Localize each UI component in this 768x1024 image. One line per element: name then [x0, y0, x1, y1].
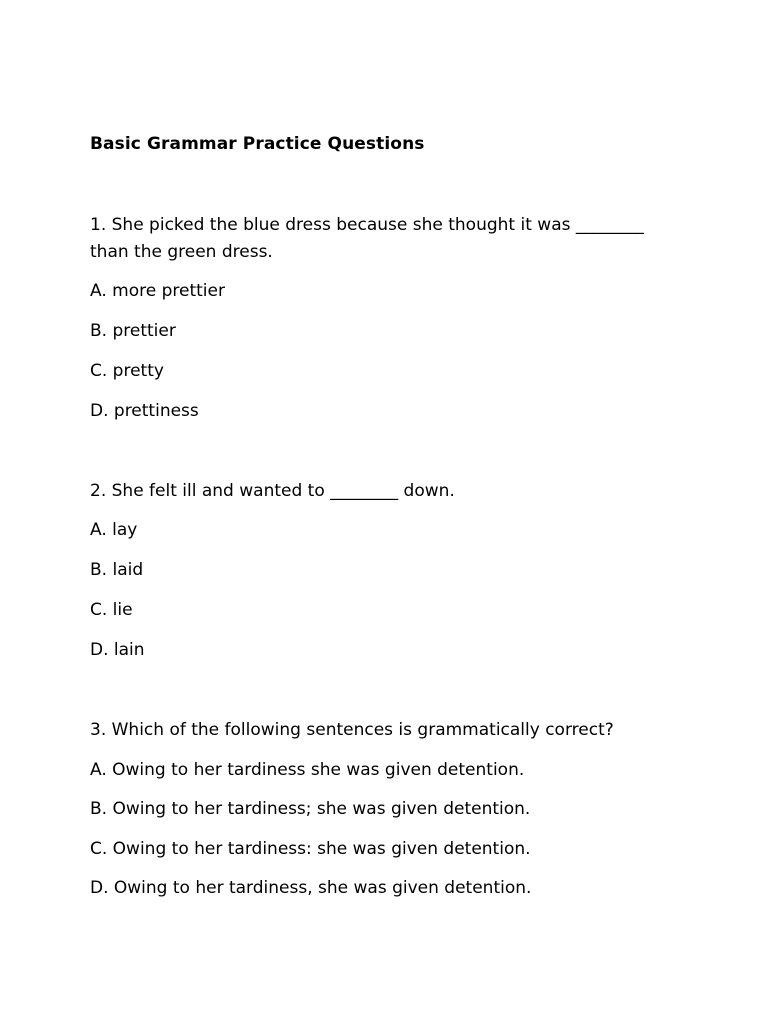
question-3-option-c: C. Owing to her tardiness: she was given detention. [90, 839, 531, 859]
question-1-prompt: 1. She picked the blue dress because she thought it was ________ [90, 215, 644, 235]
question-2-option-c: C. lie [90, 600, 133, 620]
question-2-option-a: A. lay [90, 520, 138, 540]
question-1-option-c: C. pretty [90, 361, 164, 381]
question-3-prompt: 3. Which of the following sentences is grammatically correct? [90, 720, 614, 740]
question-3-option-d: D. Owing to her tardiness, she was given detention. [90, 878, 532, 898]
question-1-option-d: D. prettiness [90, 401, 199, 421]
page-title: Basic Grammar Practice Questions [90, 134, 425, 154]
question-1-option-a: A. more prettier [90, 281, 225, 301]
question-2-prompt: 2. She felt ill and wanted to ________ down. [90, 481, 455, 501]
question-1-prompt-continued: than the green dress. [90, 242, 273, 262]
question-2-option-b: B. laid [90, 560, 144, 580]
question-3-option-a: A. Owing to her tardiness she was given detention. [90, 760, 525, 780]
question-3-option-b: B. Owing to her tardiness; she was given detention. [90, 799, 531, 819]
question-1-option-b: B. prettier [90, 321, 176, 341]
question-2-option-d: D. lain [90, 640, 145, 660]
